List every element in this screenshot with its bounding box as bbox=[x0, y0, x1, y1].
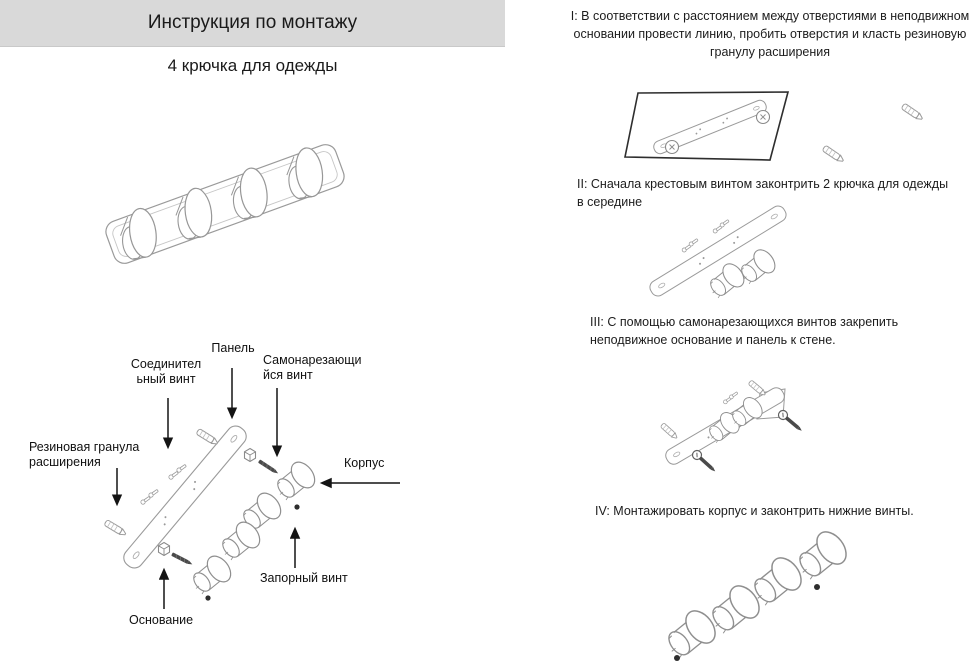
screw-head-icon bbox=[757, 111, 770, 124]
label-panel: Панель bbox=[211, 341, 255, 355]
wall-plug-icon bbox=[104, 520, 127, 537]
small-screw-icon bbox=[168, 471, 179, 480]
self-tapping-screw-icon bbox=[691, 449, 719, 475]
self-tapping-screw-icon bbox=[777, 409, 805, 435]
wall-plug-icon bbox=[196, 428, 219, 446]
wall-plug-icon bbox=[748, 380, 766, 397]
hex-nut-icon bbox=[245, 449, 256, 462]
small-screw-icon bbox=[140, 496, 151, 505]
wall-plug-icon bbox=[822, 145, 845, 163]
step1-text: I: В соответствии с расстоянием между отверстиями в неподвижном основании провести линию, пробить отверстия и класть резиновую гранулу расширения bbox=[570, 9, 970, 59]
connecting-screw-icon bbox=[258, 459, 279, 475]
locking-screw-dot bbox=[294, 504, 299, 509]
hook-housing-icon bbox=[190, 552, 235, 595]
connecting-screw-icon bbox=[171, 552, 193, 566]
hook-housing-icon bbox=[708, 260, 748, 298]
locking-screw-dot bbox=[674, 655, 680, 661]
screw-head-icon bbox=[666, 141, 679, 154]
small-screw-icon bbox=[148, 489, 159, 498]
step2-diagram bbox=[620, 195, 955, 315]
label-base: Основание bbox=[129, 613, 194, 627]
small-screw-icon bbox=[688, 238, 698, 247]
label-housing: Корпус bbox=[344, 456, 385, 470]
small-screw-icon bbox=[176, 464, 187, 473]
label-connecting-screw: Соединител ьный винт bbox=[130, 357, 202, 386]
hex-nut-icon bbox=[159, 543, 170, 556]
small-screw-icon bbox=[729, 391, 739, 399]
label-rubber-plug: Резиновая гранула расширения bbox=[29, 440, 140, 469]
hook-housing-icon bbox=[796, 526, 852, 579]
wall-plug-icon bbox=[660, 423, 678, 440]
label-locking-screw: Запорный винт bbox=[260, 571, 348, 585]
hook-housing-icon bbox=[739, 246, 779, 284]
wall-plug-icon bbox=[901, 103, 924, 121]
step4-diagram bbox=[620, 525, 955, 667]
label-self-tapping-screw: Самонарезающи йся винт bbox=[263, 353, 362, 382]
step1-diagram bbox=[615, 80, 960, 180]
header-bar bbox=[0, 0, 505, 47]
assembled-rack-drawing bbox=[85, 126, 360, 271]
locking-screw-dot bbox=[814, 584, 820, 590]
step2-text: II: Сначала крестовым винтом законтрить 2 крючка для одежды в середине bbox=[577, 177, 949, 209]
page-title: Инструкция по монтажу bbox=[147, 12, 358, 33]
small-screw-icon bbox=[719, 219, 729, 228]
step3-text: III: С помощью самонарезающихся винтов закрепить неподвижное основание и панель к стене. bbox=[590, 315, 899, 347]
step3-diagram bbox=[620, 358, 955, 493]
hook-housing-icon bbox=[274, 458, 319, 501]
step4-text: IV: Монтажировать корпус и законтрить нижние винты. bbox=[595, 504, 914, 518]
locking-screw-dot bbox=[205, 595, 210, 600]
product-subtitle: 4 крючка для одежды bbox=[167, 56, 338, 75]
rail bbox=[101, 136, 349, 270]
hook-housing-icon bbox=[751, 552, 807, 605]
